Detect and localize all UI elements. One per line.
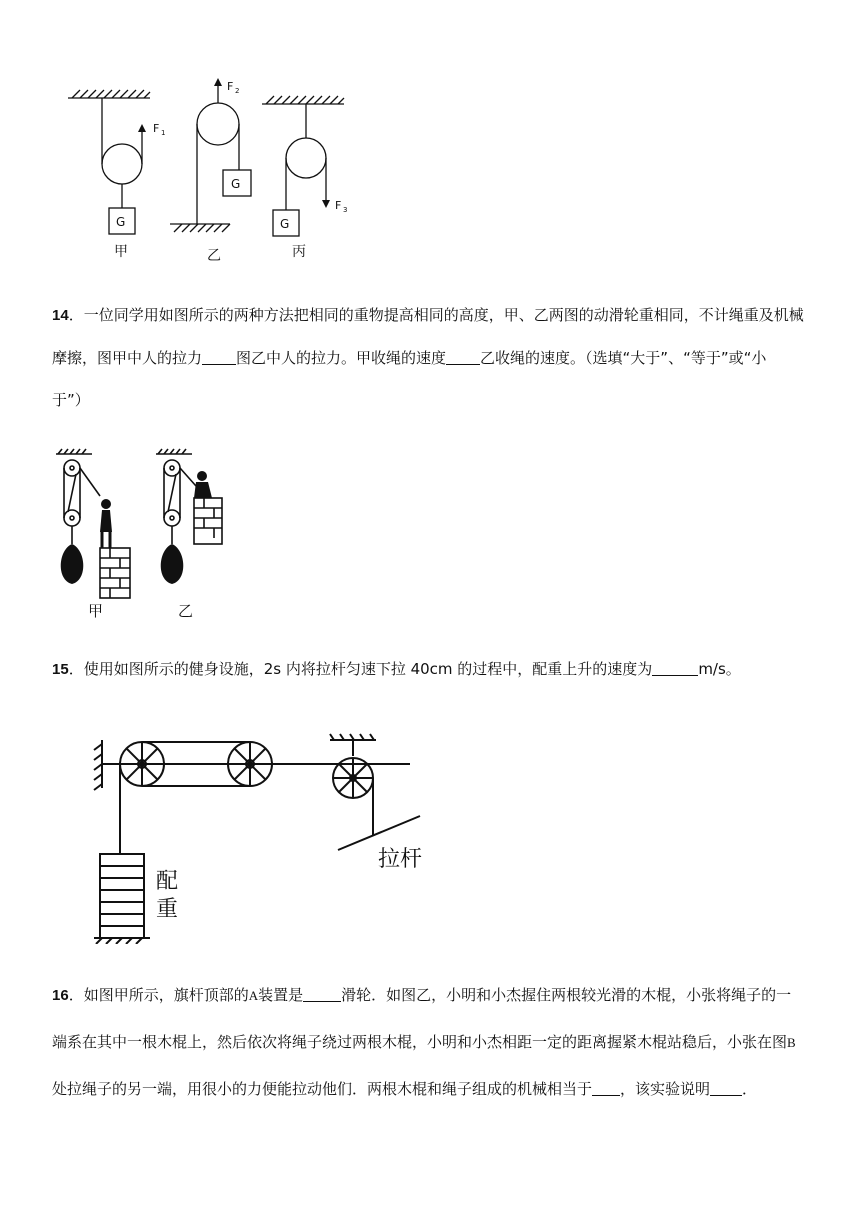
weight-label-2: 重 [156,897,179,922]
f2-subscript: 2 [235,87,240,95]
answer-blank[interactable] [446,348,480,365]
question-14 [52,294,812,421]
label-yi: 乙 [178,602,194,620]
label-jia: 甲 [114,244,128,260]
weight-label-1: 配 [156,869,179,894]
question-16 [52,972,812,1112]
q14-line-3: 于”） [52,391,90,409]
question-15 [52,648,812,691]
weight-g-bing: G [280,217,290,231]
label-jia: 甲 [88,602,104,620]
pulley-figure-1 [60,74,360,270]
answer-blank[interactable] [592,1079,620,1096]
q14-line-1: 14．一位同学用如图所示的两种方法把相同的重物提高相同的高度，甲、乙两图的动滑轮重相同，不计绳重及机械 [52,306,804,324]
label-yi: 乙 [207,248,221,264]
f1-label: F [153,122,160,135]
question-number: 14 [52,307,69,324]
f3-label: F [335,199,342,212]
f2-label: F [227,80,234,93]
pulley-figure-2 [50,448,240,623]
q16-line-1: 16．如图甲所示，旗杆顶部的A装置是 滑轮．如图乙，小明和小杰握住两根较光滑的木棍，小张将绳子的一 [52,986,792,1004]
fitness-pulley-figure [90,732,430,944]
answer-blank[interactable] [652,659,698,676]
lever-label: 拉杆 [378,847,423,872]
weight-g-jia: G [116,215,126,229]
f1-subscript: 1 [161,129,166,137]
question-number: 15 [52,661,69,678]
answer-blank[interactable] [202,348,236,365]
q16-line-2: 端系在其中一根木棍上，然后依次将绳子绕过两根木棍，小明和小杰相距一定的距离握紧木棍站稳后，小张在图B [52,1033,796,1051]
q15-line-1: 15．使用如图所示的健身设施，2s 内将拉杆匀速下拉 40cm 的过程中，配重上升的速度为 m/s。 [52,660,741,678]
answer-blank[interactable] [303,985,341,1002]
weight-g-yi: G [231,177,241,191]
answer-blank[interactable] [710,1079,742,1096]
question-number: 16 [52,987,69,1004]
q16-line-3: 处拉绳子的另一端，用很小的力便能拉动他们．两根木棍和绳子组成的机械相当于 ，该实验说明 ． [52,1080,758,1098]
f3-subscript: 3 [343,206,348,214]
label-bing: 丙 [292,244,306,260]
q14-line-2: 摩擦，图甲中人的拉力 图乙中人的拉力。甲收绳的速度 乙收绳的速度。（选填“大于”、“等于”或“小 [52,349,767,367]
